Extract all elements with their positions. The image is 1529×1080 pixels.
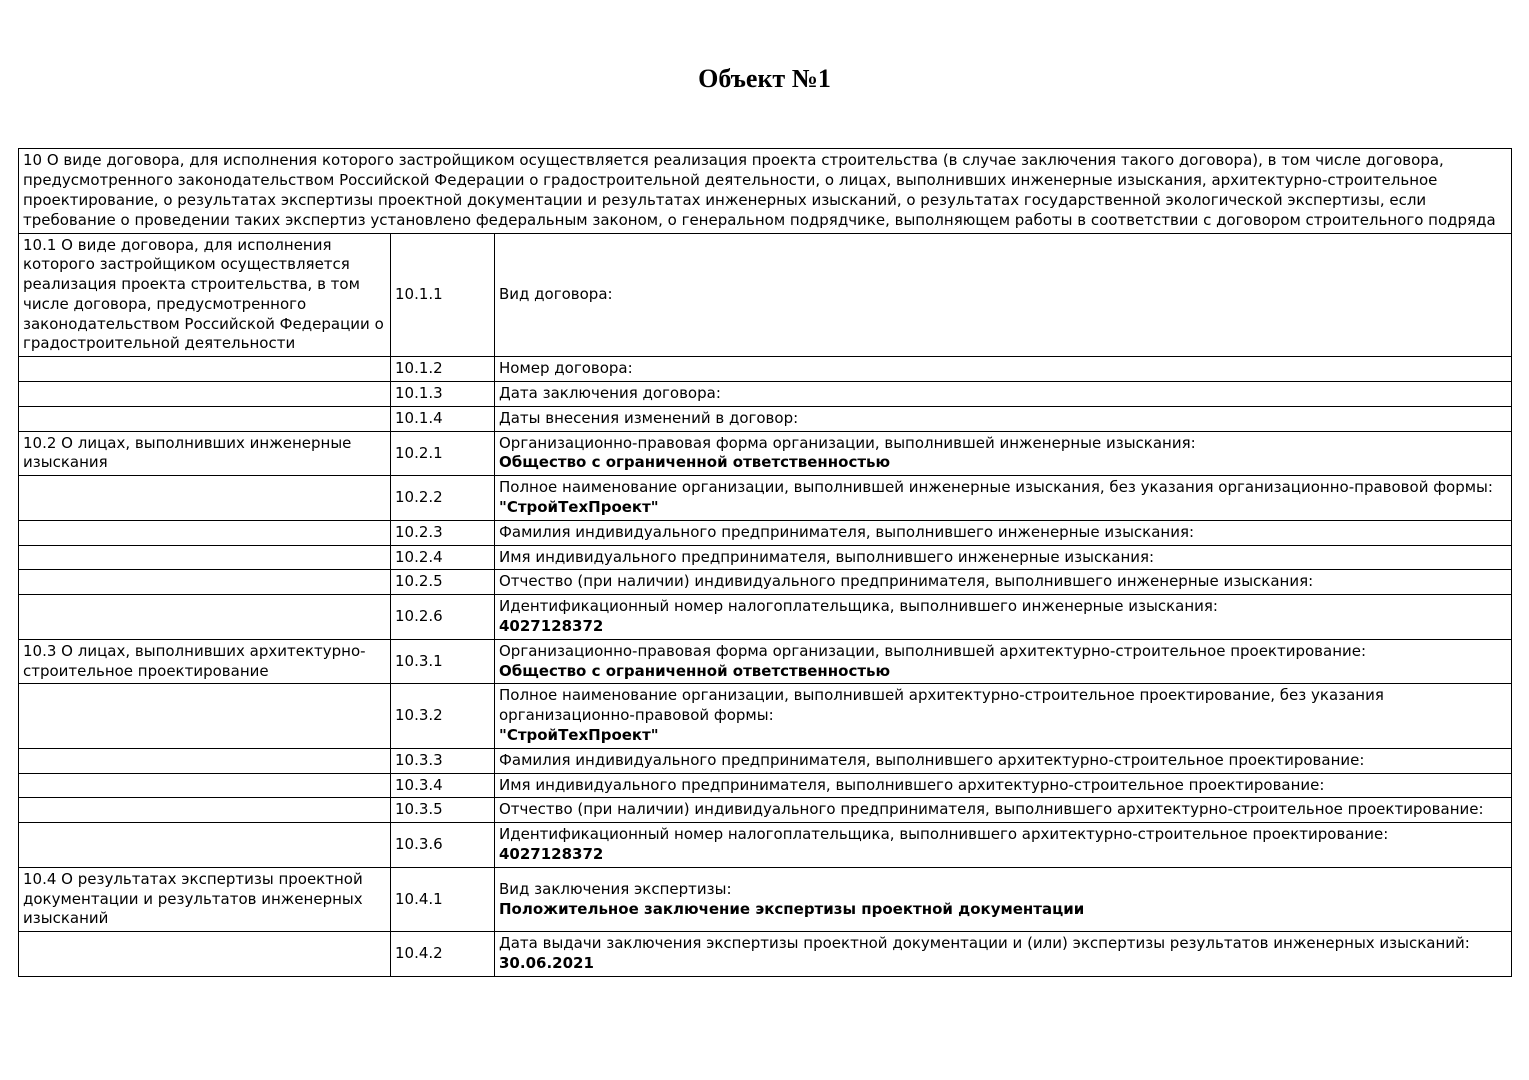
table-row bbox=[19, 545, 1512, 570]
table-row bbox=[19, 773, 1512, 798]
section-cell bbox=[19, 823, 391, 868]
code-cell: 10.3.4 bbox=[391, 773, 495, 798]
field-value: Общество с ограниченной ответственностью bbox=[499, 453, 891, 472]
description-cell bbox=[495, 639, 1512, 684]
table-row bbox=[19, 233, 1512, 357]
code-cell: 10.2.1 bbox=[391, 431, 495, 476]
description-cell bbox=[495, 798, 1512, 823]
section-cell bbox=[19, 520, 391, 545]
field-label: Полное наименование организации, выполнившей инженерные изыскания, без указания организационно-правовой формы: bbox=[499, 478, 1493, 497]
table-row bbox=[19, 639, 1512, 684]
field-label: Имя индивидуального предпринимателя, выполнившего архитектурно-строительное проектирование: bbox=[499, 775, 1325, 794]
code-cell: 10.2.6 bbox=[391, 595, 495, 640]
description-cell bbox=[495, 476, 1512, 521]
table-row bbox=[19, 798, 1512, 823]
table-row bbox=[19, 867, 1512, 931]
section-cell bbox=[19, 545, 391, 570]
section-cell: 10.3 О лицах, выполнивших архитектурно-строительное проектирование bbox=[19, 639, 391, 684]
section-cell bbox=[19, 406, 391, 431]
section-cell bbox=[19, 773, 391, 798]
field-label: Номер договора: bbox=[499, 359, 633, 378]
code-cell: 10.4.2 bbox=[391, 932, 495, 977]
table-row bbox=[19, 431, 1512, 476]
table-row bbox=[19, 595, 1512, 640]
section-cell bbox=[19, 748, 391, 773]
field-label: Организационно-правовая форма организации, выполнившей архитектурно-строительное проектирование: bbox=[499, 641, 1367, 660]
table-row bbox=[19, 823, 1512, 868]
code-cell: 10.3.2 bbox=[391, 684, 495, 748]
description-cell bbox=[495, 357, 1512, 382]
table-row bbox=[19, 932, 1512, 977]
field-label: Дата выдачи заключения экспертизы проектной документации и (или) экспертизы результатов инженерных изысканий: bbox=[499, 934, 1470, 953]
field-value: Общество с ограниченной ответственностью bbox=[499, 661, 891, 680]
table-header-cell: 10 О виде договора, для исполнения которого застройщиком осуществляется реализация проекта строительства (в случае заключения такого договора), в том числе договора, предусмотренного законодательством Российской Федерации о градостроительной деятельности, о лицах, выполнивших инженерные изыскания, архитектурно-строительное проектирование, о результатах экспертизы проектной документации и результатах инженерных изысканий, о результатах государственной экологической экспертизы, если требование о проведении таких экспертиз установлено федеральным законом, о генеральном подрядчике, выполняющем работы в соответствии с договором строительного подряда bbox=[19, 149, 1512, 233]
table-row bbox=[19, 520, 1512, 545]
table-header-row bbox=[19, 149, 1512, 233]
field-value: Положительное заключение экспертизы проектной документации bbox=[499, 899, 1085, 918]
description-cell bbox=[495, 595, 1512, 640]
description-cell bbox=[495, 570, 1512, 595]
field-label: Идентификационный номер налогоплательщика, выполнившего архитектурно-строительное проектирование: bbox=[499, 825, 1389, 844]
field-label: Имя индивидуального предпринимателя, выполнившего инженерные изыскания: bbox=[499, 547, 1155, 566]
table-row bbox=[19, 684, 1512, 748]
field-value: 4027128372 bbox=[499, 845, 604, 864]
code-cell: 10.3.3 bbox=[391, 748, 495, 773]
field-label: Отчество (при наличии) индивидуального предпринимателя, выполнившего архитектурно-строительное проектирование: bbox=[499, 800, 1484, 819]
field-label: Вид договора: bbox=[499, 284, 613, 303]
description-cell bbox=[495, 684, 1512, 748]
field-value: 30.06.2021 bbox=[499, 954, 594, 972]
field-value: 4027128372 bbox=[499, 617, 604, 636]
description-cell bbox=[495, 932, 1512, 977]
code-cell: 10.2.5 bbox=[391, 570, 495, 595]
section-cell bbox=[19, 476, 391, 521]
description-cell bbox=[495, 545, 1512, 570]
table-row bbox=[19, 748, 1512, 773]
field-label: Дата заключения договора: bbox=[499, 384, 721, 403]
code-cell: 10.4.1 bbox=[391, 867, 495, 931]
code-cell: 10.1.4 bbox=[391, 406, 495, 431]
field-label: Даты внесения изменений в договор: bbox=[499, 408, 799, 427]
field-label: Фамилия индивидуального предпринимателя, выполнившего инженерные изыскания: bbox=[499, 522, 1195, 541]
section-cell bbox=[19, 357, 391, 382]
table-row bbox=[19, 570, 1512, 595]
field-label: Вид заключения экспертизы: bbox=[499, 879, 732, 898]
code-cell: 10.1.2 bbox=[391, 357, 495, 382]
field-label: Отчество (при наличии) индивидуального предпринимателя, выполнившего инженерные изыскания: bbox=[499, 572, 1314, 591]
description-cell bbox=[495, 773, 1512, 798]
code-cell: 10.3.5 bbox=[391, 798, 495, 823]
description-cell bbox=[495, 867, 1512, 931]
field-label: Фамилия индивидуального предпринимателя, выполнившего архитектурно-строительное проектирование: bbox=[499, 750, 1365, 769]
field-label: Организационно-правовая форма организации, выполнившей инженерные изыскания: bbox=[499, 433, 1196, 452]
table-body bbox=[19, 149, 1512, 976]
section-cell bbox=[19, 798, 391, 823]
table-row bbox=[19, 476, 1512, 521]
description-cell bbox=[495, 406, 1512, 431]
table-row bbox=[19, 406, 1512, 431]
code-cell: 10.2.4 bbox=[391, 545, 495, 570]
code-cell: 10.3.6 bbox=[391, 823, 495, 868]
field-value: "СтройТехПроект" bbox=[499, 726, 659, 745]
field-value: "СтройТехПроект" bbox=[499, 498, 659, 517]
description-cell bbox=[495, 233, 1512, 357]
section-cell: 10.4 О результатах экспертизы проектной документации и результатов инженерных изысканий bbox=[19, 867, 391, 931]
code-cell: 10.2.3 bbox=[391, 520, 495, 545]
code-cell: 10.1.1 bbox=[391, 233, 495, 357]
description-cell bbox=[495, 431, 1512, 476]
field-label: Полное наименование организации, выполнившей архитектурно-строительное проектирование, без указания организационно-правовой формы: bbox=[499, 686, 1384, 725]
table-row bbox=[19, 357, 1512, 382]
section-cell bbox=[19, 684, 391, 748]
declaration-table bbox=[18, 148, 1512, 976]
page-title: Объект №1 bbox=[698, 64, 831, 93]
section-cell bbox=[19, 595, 391, 640]
description-cell bbox=[495, 520, 1512, 545]
code-cell: 10.2.2 bbox=[391, 476, 495, 521]
description-cell bbox=[495, 382, 1512, 407]
section-cell bbox=[19, 932, 391, 977]
field-label: Идентификационный номер налогоплательщика, выполнившего инженерные изыскания: bbox=[499, 597, 1218, 616]
table-row bbox=[19, 382, 1512, 407]
code-cell: 10.1.3 bbox=[391, 382, 495, 407]
description-cell bbox=[495, 823, 1512, 868]
section-cell bbox=[19, 382, 391, 407]
section-cell bbox=[19, 570, 391, 595]
description-cell bbox=[495, 748, 1512, 773]
section-cell: 10.1 О виде договора, для исполнения которого застройщиком осуществляется реализация проекта строительства, в том числе договора, предусмотренного законодательством Российской Федерации о градостроительной деятельности bbox=[19, 233, 391, 357]
code-cell: 10.3.1 bbox=[391, 639, 495, 684]
section-cell: 10.2 О лицах, выполнивших инженерные изыскания bbox=[19, 431, 391, 476]
